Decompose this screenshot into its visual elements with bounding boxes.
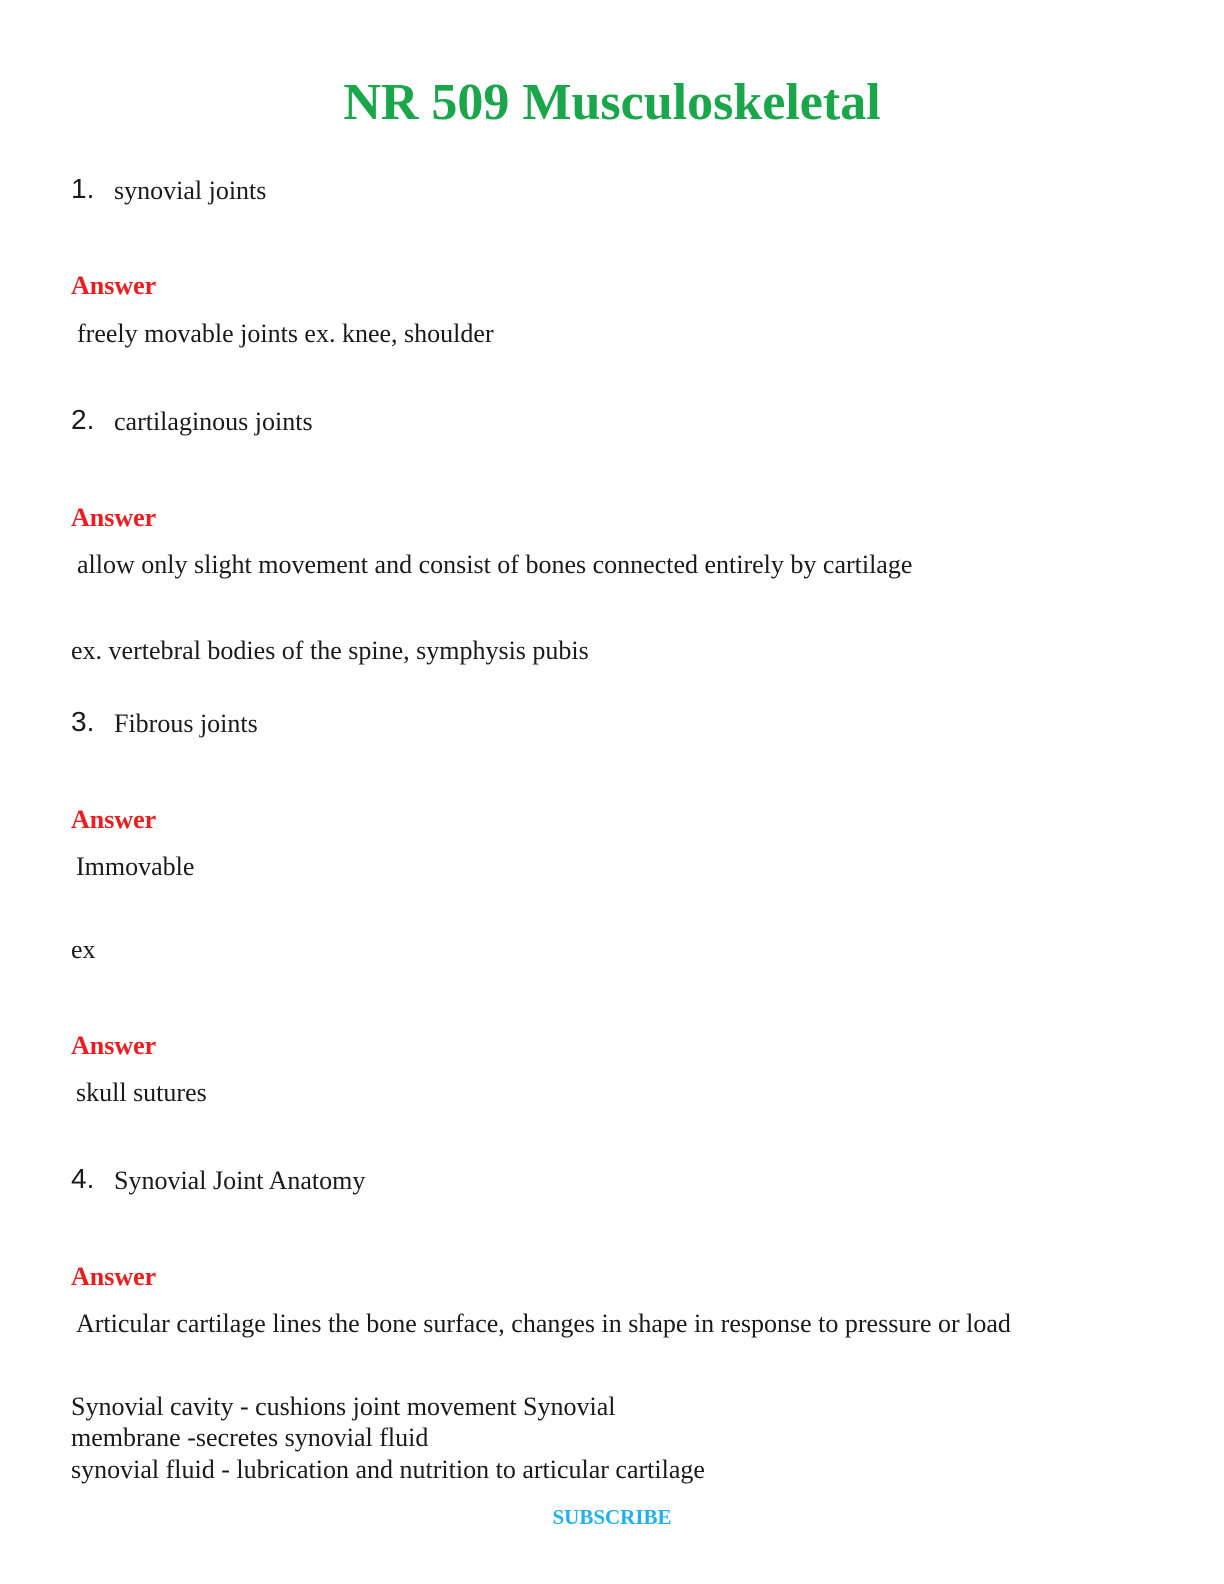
answer-text: Synovial cavity - cushions joint movement Synovial [71,1392,616,1421]
answer-text: ex [71,935,96,964]
answer-text: membrane -secretes synovial fluid [71,1423,429,1452]
question-text: synovial joints [114,176,267,205]
question-text: Fibrous joints [114,709,258,738]
answer-label: Answer [71,1031,157,1060]
question-number: 1. [71,173,95,204]
answer-text: allow only slight movement and consist of bones connected entirely by cartilage [77,550,913,579]
page-title: NR 509 Musculoskeletal [343,74,881,131]
answer-label: Answer [71,503,157,532]
answer-text: Immovable [76,852,195,881]
answer-text: Articular cartilage lines the bone surface, changes in shape in response to pressure or load [76,1309,1011,1338]
question-number: 3. [71,706,95,737]
question-number: 2. [71,404,95,435]
question-number: 4. [71,1163,95,1194]
answer-text: synovial fluid - lubrication and nutrition to articular cartilage [71,1455,705,1484]
answer-text: skull sutures [76,1078,207,1107]
answer-text: ex. vertebral bodies of the spine, symphysis pubis [71,636,589,665]
question-text: Synovial Joint Anatomy [114,1166,366,1195]
answer-text: freely movable joints ex. knee, shoulder [77,319,494,348]
subscribe-link[interactable]: SUBSCRIBE [552,1505,672,1529]
answer-label: Answer [71,1262,157,1291]
answer-label: Answer [71,805,157,834]
answer-label: Answer [71,271,157,300]
question-text: cartilaginous joints [114,407,313,436]
